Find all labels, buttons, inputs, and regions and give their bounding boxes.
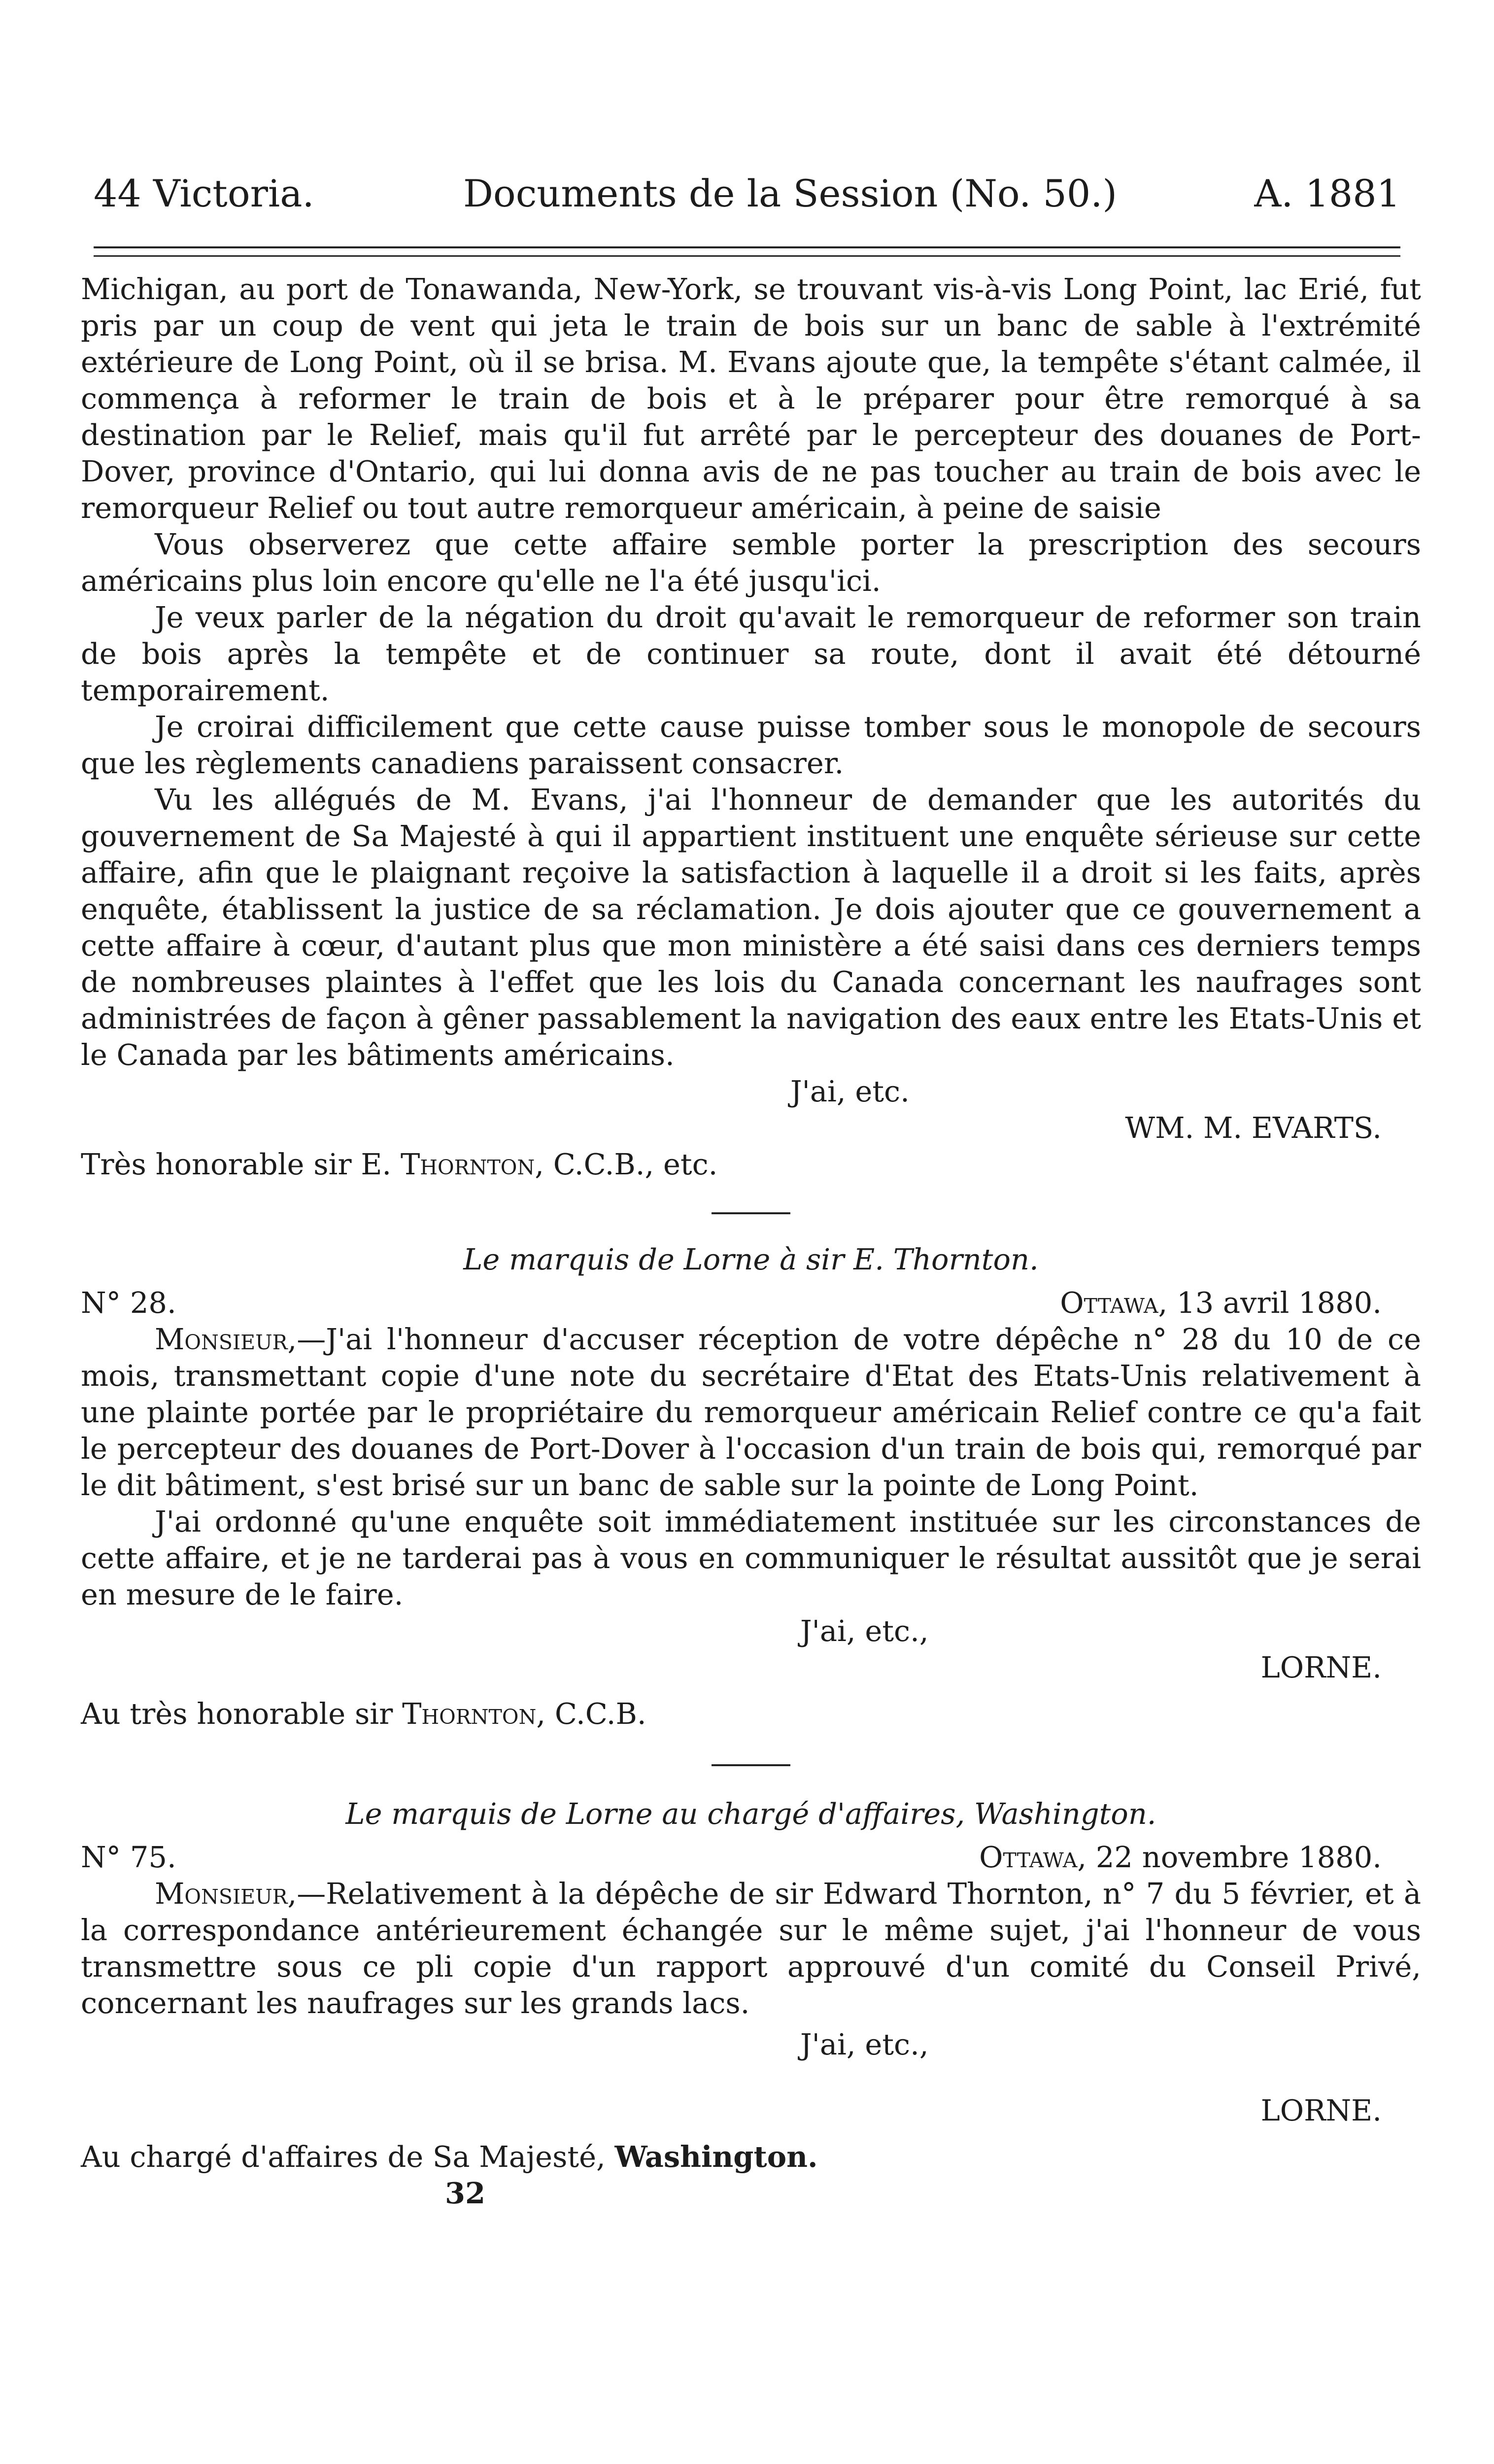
signature: LORNE. (1260, 1650, 1382, 1684)
header-center: Documents de la Session (No. 50.) (463, 171, 1118, 215)
date: , 22 novembre 1880. (1077, 1840, 1382, 1874)
section-separator (712, 1212, 790, 1214)
closing: J'ai, etc., (800, 1614, 929, 1648)
signature: LORNE. (1260, 2093, 1382, 2127)
addressee (81, 1696, 1421, 1732)
closing: J'ai, etc., (800, 2027, 929, 2061)
place: Ottawa (1060, 1286, 1158, 1320)
addressee-prefix: Au chargé d'affaires de Sa Majesté, (81, 2140, 606, 2174)
closing: J'ai, etc. (790, 1074, 910, 1108)
letter-lorne-charge (81, 1796, 1421, 2175)
letter-evarts (81, 271, 1421, 1183)
dispatch-date (979, 1839, 1382, 1876)
section-separator (712, 1764, 790, 1766)
header-rule (94, 246, 1400, 248)
letter-title: Le marquis de Lorne au chargé d'affaires, Washington. (345, 1797, 1156, 1831)
dispatch-number: N° 28. (81, 1286, 176, 1320)
dispatch-number: N° 75. (81, 1840, 176, 1874)
addressee-name: Thornton (400, 1147, 535, 1181)
paragraph (81, 1876, 1421, 2021)
signature: WM. M. EVARTS. (1125, 1111, 1382, 1145)
paragraph: Vous observerez que cette affaire semble porter la prescription des secours américains plus loin encore qu'elle ne l'a été jusqu'ici. (81, 527, 1421, 598)
letter-title: Le marquis de Lorne à sir E. Thornton. (463, 1242, 1039, 1276)
paragraph: Je croirai difficilement que cette cause puisse tomber sous le monopole de secours que les règlements canadiens paraissent consacrer. (81, 710, 1421, 780)
addressee-suffix: , C.C.B. (536, 1697, 646, 1731)
paragraph: Je veux parler de la négation du droit qu'avait le remorqueur de reformer son train de bois après la tempête et de continuer sa route, dont il avait été détourné temporairement. (81, 600, 1421, 707)
addressee-suffix: , C.C.B., etc. (535, 1147, 718, 1181)
addressee-prefix: Au très honorable sir (81, 1697, 393, 1731)
date: , 13 avril 1880. (1158, 1286, 1382, 1320)
addressee-name: Thornton (402, 1697, 537, 1731)
letter-meta (81, 1839, 1421, 1876)
paragraph-text: ,—J'ai l'honneur d'accuser réception de votre dépêche n° 28 du 10 de ce mois, transmettant copie d'une note du secrétaire d'Etat des Etats-Unis relativement à une plainte portée par le propriétaire du remorqueur américain Relief contre ce qu'a fait le percepteur des douanes de Port-Dover à l'occasion d'un train de bois qui, remorqué par le dit bâtiment, s'est brisé sur un banc de sable sur la pointe de Long Point. (81, 1322, 1421, 1502)
header-left: 44 Victoria. (94, 171, 314, 215)
dispatch-date (1060, 1285, 1382, 1321)
paragraph (81, 1321, 1421, 1504)
page-body (81, 271, 1421, 2212)
letter-lorne-thornton (81, 1241, 1421, 1732)
paragraph: Michigan, au port de Tonawanda, New-York, se trouvant vis-à-vis Long Point, lac Erié, fut pris par un coup de vent qui jeta le train de bois sur un banc de sable à l'extrémité extérieure de Long Point, où il se brisa. M. Evans ajoute que, la tempête s'étant calmée, il commença à reformer le train de bois et à le préparer pour être remorqué à sa destination par le Relief, mais qu'il fut arrêté par le percepteur des douanes de Port-Dover, province d'Ontario, qui lui donna avis de ne pas toucher au train de bois avec le remorqueur Relief ou tout autre remorqueur américain, à peine de saisie (81, 272, 1421, 525)
addressee-prefix: Très honorable sir E. (81, 1147, 392, 1181)
addressee (81, 2139, 1421, 2175)
header-rule-secondary (94, 255, 1400, 257)
salutation: Monsieur (155, 1877, 288, 1911)
header-right: A. 1881 (1254, 171, 1400, 215)
addressee-place: Washington. (614, 2140, 818, 2174)
place: Ottawa (979, 1840, 1078, 1874)
paragraph: J'ai ordonné qu'une enquête soit immédiatement instituée sur les circonstances de cette affaire, et je ne tarderai pas à vous en communiquer le résultat aussitôt que je serai en mesure de le faire. (81, 1505, 1421, 1611)
addressee (81, 1146, 1421, 1183)
paragraph-text: ,—Relativement à la dépêche de sir Edward Thornton, n° 7 du 5 février, et à la correspondance antérieurement échangée sur le même sujet, j'ai l'honneur de vous transmettre sous ce pli copie d'un rapport approuvé d'un comité du Conseil Privé, concernant les naufrages sur les grands lacs. (81, 1877, 1421, 2020)
salutation: Monsieur (155, 1322, 288, 1356)
paragraph: Vu les allégués de M. Evans, j'ai l'honneur de demander que les autorités du gouvernement de Sa Majesté à qui il appartient instituent une enquête sérieuse sur cette affaire, afin que le plaignant reçoive la satisfaction à laquelle il a droit si les faits, après enquête, établissent la justice de sa réclamation. Je dois ajouter que ce gouvernement a cette affaire à cœur, d'autant plus que mon ministère a été saisi dans ces derniers temps de nombreuses plaintes à l'effet que les lois du Canada concernant les naufrages sont administrées de façon à gêner passablement la navigation des eaux entre les Etats-Unis et le Canada par les bâtiments américains. (81, 783, 1421, 1072)
page-number: 32 (444, 2176, 486, 2210)
letter-meta (81, 1285, 1421, 1321)
